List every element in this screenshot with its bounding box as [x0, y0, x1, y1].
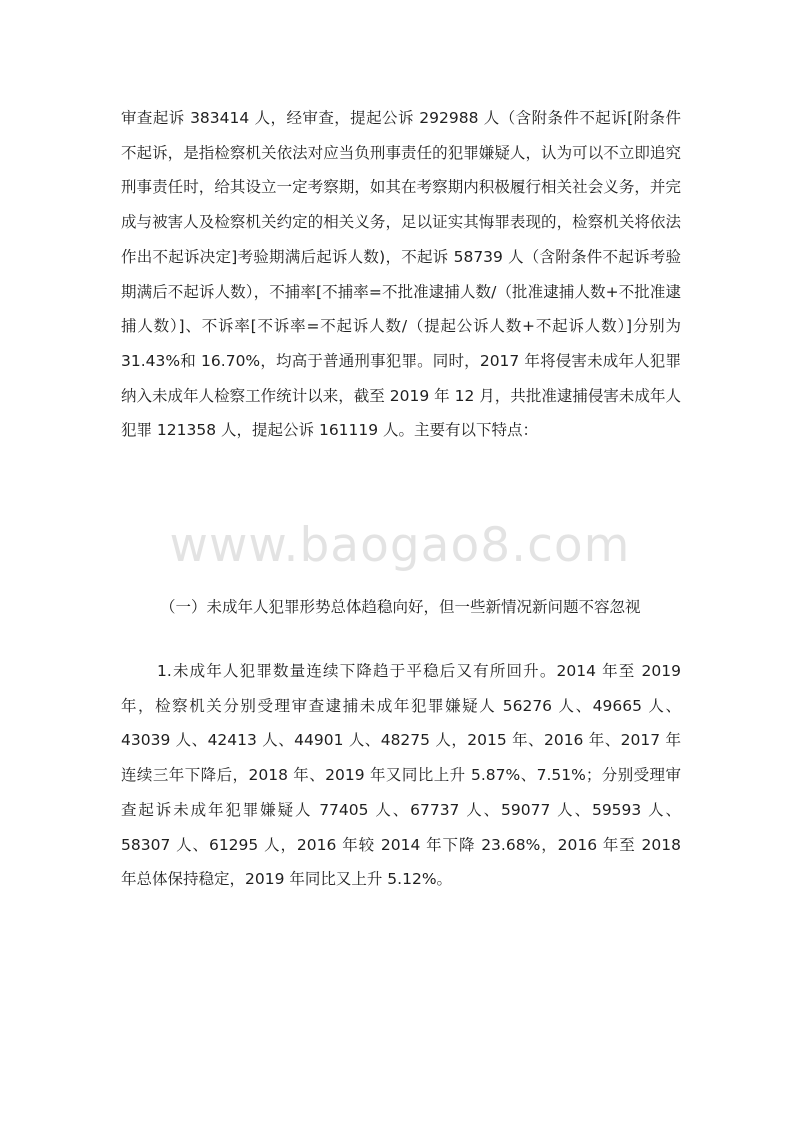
watermark: www.baogao8.com: [169, 518, 631, 573]
body-paragraph-trend: 1.未成年人犯罪数量连续下降趋于平稳后又有所回升。2014 年至 2019 年，检察机关分别受理审查逮捕未成年犯罪嫌疑人 56276 人、49665 人、43039 人、42413 人、44901 人、48275 人，2015 年、2016 年、2017 年连续三年下降后，2018 年、2019 年又同比上升 5.87%、7.51%；分别受理审查起诉未成年犯罪嫌疑人 77405 人、67737 人、59077 人、59593 人、58307 人、61295 人，2016 年较 2014 年下降 23.68%，2016 年至 2018 年总体保持稳定，2019 年同比又上升 5.12%。: [121, 662, 681, 889]
body-paragraph-statistics: 审查起诉 383414 人，经审查，提起公诉 292988 人（含附条件不起诉[附条件不起诉，是指检察机关依法对应当负刑事责任的犯罪嫌疑人，认为可以不立即追究刑事责任时，给其设立一定考察期，如其在考察期内积极履行相关社会义务，并完成与被害人及检察机关约定的相关义务，足以证实其悔罪表现的，检察机关将依法作出不起诉决定]考验期满后起诉人数)，不起诉 58739 人（含附条件不起诉考验期满后不起诉人数），不捕率[不捕率=不批准逮捕人数/（批准逮捕人数+不批准逮捕人数）]、不诉率[不诉率=不起诉人数/（提起公诉人数+不起诉人数）]分别为 31.43%和 16.70%，均高于普通刑事犯罪。同时，2017 年将侵害未成年人犯罪纳入未成年人检察工作统计以来，截至 2019 年 12 月，共批准逮捕侵害未成年人犯罪 121358 人，提起公诉 161119 人。主要有以下特点：: [121, 109, 681, 440]
section-heading: （一）未成年人犯罪形势总体趋稳向好，但一些新情况新问题不容忽视: [160, 598, 641, 616]
